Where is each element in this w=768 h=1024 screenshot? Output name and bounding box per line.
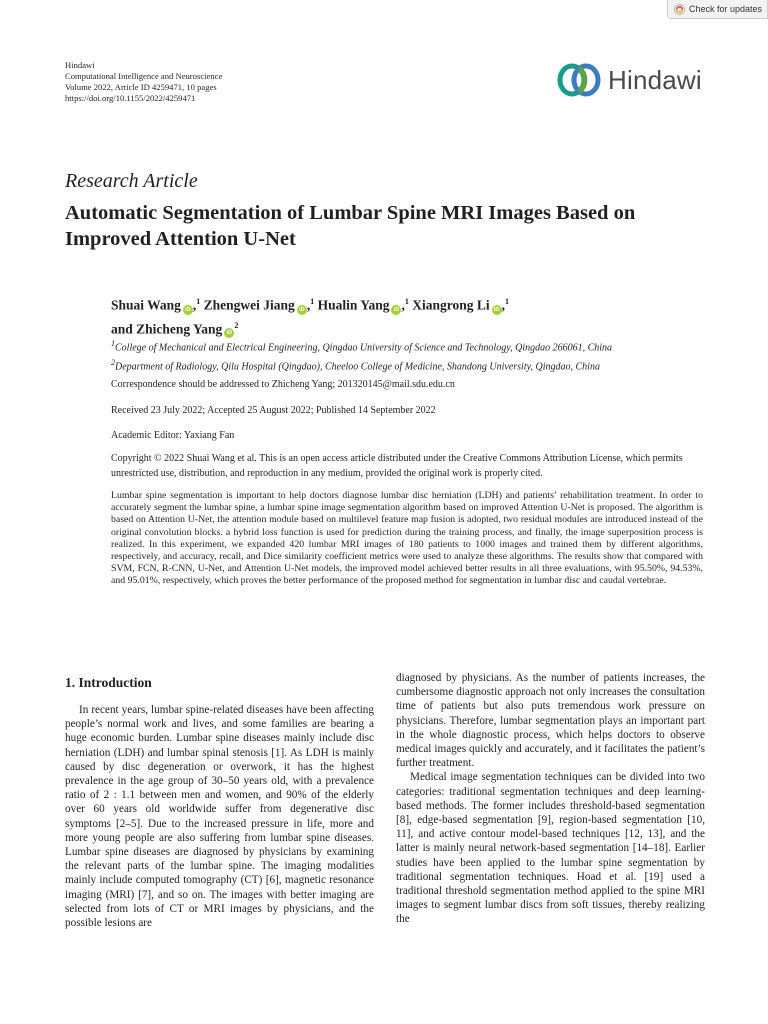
- orcid-icon[interactable]: iD: [492, 305, 502, 315]
- author-prefix: and: [111, 321, 137, 336]
- body-column-right: [396, 671, 705, 927]
- author-name: Zhengwei Jiang: [203, 297, 295, 313]
- author-affiliation-mark: 1: [310, 297, 315, 306]
- copyright-notice: Copyright © 2022 Shuai Wang et al. This is an open access article distributed under the Creative Commons Attribution License, which permits unrestricted use, distribution, and reproduction in any medium, provided the original work is properly cited.: [111, 453, 683, 479]
- author-affiliation-mark: 2: [234, 320, 239, 330]
- body-column-left: [65, 703, 374, 930]
- orcid-icon[interactable]: iD: [224, 328, 234, 338]
- affiliation-mark: 1: [111, 339, 115, 348]
- affiliation: [111, 355, 711, 374]
- abstract: Lumbar spine segmentation is important to help doctors diagnose lumbar disc herniation (LDH) and patients’ rehabilitation treatment. In order to accurately segment the lumbar spine, a lumbar spine image segmentation algorithm based on improved Attention U-Net is proposed. The algorithm is based on Attention U-Net, the attention module based on multilevel feature map fusion is adopted, two residual modules are introduced instead of the original convolution blocks. a hybrid loss function is used for prediction during the training process, and finally, the image superposition process is realized. In this experiment, we expanded 420 lumbar MRI images of 180 patients to 1000 images and trained them by different algorithms, respectively, and accuracy, recall, and Dice similarity coefficient metrics were used to analyze these algorithms. The results show that compared with SVM, FCN, R-CNN, U-Net, and Attention U-Net models, the improved model achieved better results in all three evaluations, with 95.50%, 94.53%, and 95.01%, respectively, which proves the better performance of the proposed method for segmentation in lumbar disc and caudal vertebrae.: [111, 490, 703, 587]
- author-name: Hualin Yang: [317, 297, 390, 313]
- check-for-updates-button[interactable]: [667, 0, 768, 19]
- affiliation-mark: 2: [111, 358, 115, 368]
- author-affiliation-mark: 1: [505, 297, 509, 306]
- affiliations: [111, 336, 711, 375]
- orcid-icon[interactable]: iD: [391, 305, 401, 315]
- logo-wordmark: Hindawi: [608, 64, 702, 95]
- affiliation: [111, 336, 711, 355]
- article-type: Research Article: [65, 170, 198, 192]
- paragraph: Medical image segmentation techniques can be divided into two categories: traditional segmentation techniques and deep learning-based methods. The former includes threshold-based segmentation [8], edge-based segmentation [9], region-based segmentation [10, 11], and active contour model-based techniques [12, 13], and the latter is mainly neural network-based segmentation [14–18]. Earlier studies have been applied to the lumbar spine segmentation by traditional segmentation techniques. Hoad et al. [19] used a traditional threshold segmentation method applied to the spine MRI images to segment lumbar discs from soft tissues, thereby realizing the: [396, 771, 705, 926]
- article-title: Automatic Segmentation of Lumbar Spine MRI Images Based on Improved Attention U-Net: [65, 202, 636, 250]
- academic-editor: Academic Editor: Yaxiang Fan: [111, 430, 235, 441]
- author-name: Zhicheng Yang: [136, 321, 223, 336]
- orcid-icon[interactable]: iD: [297, 305, 307, 315]
- affiliation-text: College of Mechanical and Electrical Engineering, Qingdao University of Science and Technology, Qingdao 266061, China: [115, 342, 613, 354]
- volume-info: Volume 2022, Article ID 4259471, 10 pages: [65, 82, 217, 92]
- affiliation-text: Department of Radiology, Qilu Hospital (Qingdao), Cheeloo College of Medicine, Shandong University, Qingdao, China: [115, 361, 600, 373]
- author-affiliation-mark: 1: [196, 297, 201, 306]
- author-affiliation-mark: 1: [404, 297, 409, 306]
- publisher-name: Hindawi: [65, 60, 95, 70]
- paragraph: diagnosed by physicians. As the number of patients increases, the cumbersome diagnostic approach not only increases the consultation time of patients but also puts tremendous work pressure on physicians. Therefore, lumbar segmentation plays an important part in the whole diagnostic process, which helps doctors to observe medical images quickly and accurately, and it facilitates the patient’s further treatment.: [396, 672, 705, 770]
- journal-name: Computational Intelligence and Neuroscience: [65, 71, 223, 81]
- author-list: Shuai Wang iD ,$^1$ Zhengwei Jiang iD ,$^1$ Hualin Yang iD ,$^1$ Xiangrong Li iD ,$^1$ and Zhicheng Yang $iD^2$: [111, 297, 509, 336]
- journal-header: [65, 60, 222, 104]
- author-name: Shuai Wang: [111, 297, 181, 313]
- check-for-updates-label: Check for updates: [689, 4, 763, 14]
- hindawi-logo-icon: [556, 60, 602, 100]
- crossmark-icon: [674, 4, 685, 15]
- article-dates: Received 23 July 2022; Accepted 25 August 2022; Published 14 September 2022: [111, 405, 436, 416]
- section-heading: 1. Introduction: [65, 675, 152, 690]
- paragraph: In recent years, lumbar spine-related diseases have been affecting people’s normal work and lives, and some families are bearing a huge economic burden. Lumbar spine diseases mainly include disc herniation (LDH) and lumbar spinal stenosis [1]. As LDH is mainly caused by disc degeneration or overwork, it has the highest prevalence in the age group of 30–50 years old, with a prevalence ratio of 2 : 1.1 between men and women, and 90% of the elderly over 60 years old worldwide suffer from degenerative disc symptoms [2–5]. Due to the increased pressure in life, more and more young people are also suffering from lumbar spine diseases. Lumbar spine diseases are diagnosed by physicians by examining the relevant parts of the lumbar spine. The imaging modalities mainly include computed tomography (CT) [6], magnetic resonance imaging (MRI) [7], and so on. The images with better imaging are selected from lots of CT or MRI images by physicians, and the possible lesions are: [65, 704, 374, 930]
- orcid-icon[interactable]: iD: [183, 305, 193, 315]
- hindawi-logo: [556, 58, 706, 102]
- correspondence: Correspondence should be addressed to Zhicheng Yang; 201320145@mail.sdu.edu.cn: [111, 379, 455, 390]
- doi-link[interactable]: https://doi.org/10.1155/2022/4259471: [65, 93, 196, 103]
- author-name: Xiangrong Li: [412, 297, 490, 313]
